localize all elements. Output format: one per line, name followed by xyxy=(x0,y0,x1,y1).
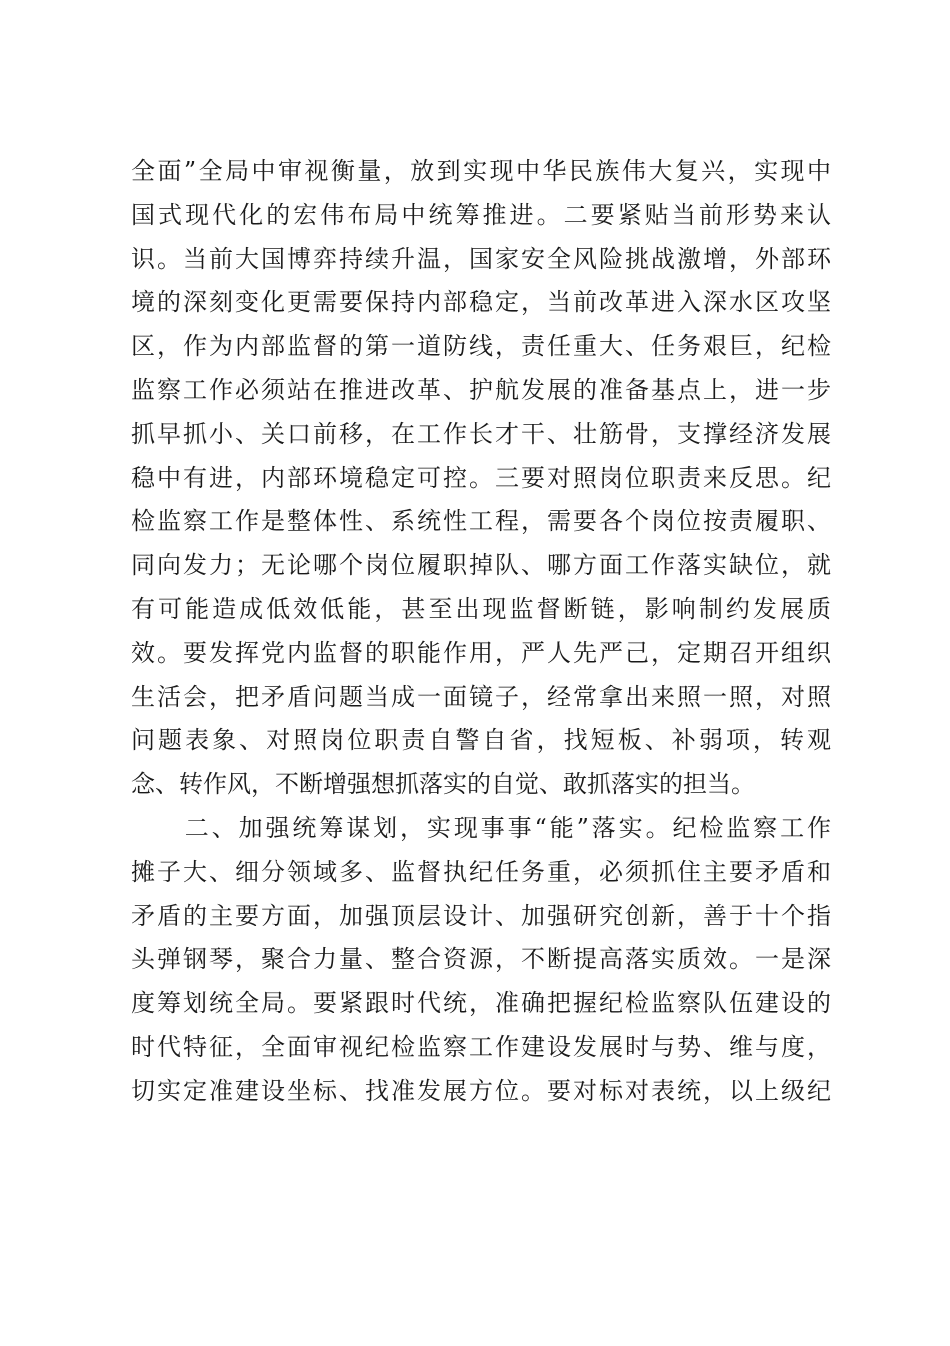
text-line-20: 度筹划统全局。要紧跟时代统，准确把握纪检监察队伍建设的 xyxy=(131,989,831,1018)
text-line-7: 抓早抓小、关口前移，在工作长才干、壮筋骨，支撑经济发展 xyxy=(131,419,831,448)
text-line-12: 效。要发挥党内监督的职能作用，严人先严己，定期召开组织 xyxy=(131,638,831,667)
text-line-4: 境的深刻变化更需要保持内部稳定，当前改革进入深水区攻坚 xyxy=(131,288,831,317)
text-line-15: 念、转作风，不断增强想抓落实的自觉、敢抓落实的担当。 xyxy=(131,770,755,799)
text-line-1: 全面”全局中审视衡量，放到实现中华民族伟大复兴，实现中 xyxy=(131,157,831,185)
text-line-2: 国式现代化的宏伟布局中统筹推进。二要紧贴当前形势来认 xyxy=(131,200,831,229)
body-text xyxy=(131,150,831,1114)
text-line-9: 检监察工作是整体性、系统性工程，需要各个岗位按责履职、 xyxy=(131,507,831,536)
text-line-14: 问题表象、对照岗位职责自警自省，找短板、补弱项，转观 xyxy=(131,726,831,755)
text-line-22: 切实定准建设坐标、找准发展方位。要对标对表统，以上级纪 xyxy=(131,1076,831,1105)
text-line-10: 同向发力；无论哪个岗位履职掉队、哪方面工作落实缺位，就 xyxy=(131,551,831,580)
text-line-8: 稳中有进，内部环境稳定可控。三要对照岗位职责来反思。纪 xyxy=(131,463,831,492)
text-line-21: 时代特征，全面审视纪检监察工作建设发展时与势、维与度， xyxy=(131,1032,831,1061)
text-line-5: 区，作为内部监督的第一道防线，责任重大、任务艰巨，纪检 xyxy=(131,332,831,361)
text-line-11: 有可能造成低效低能，甚至出现监督断链，影响制约发展质 xyxy=(131,594,831,623)
text-line-18: 矛盾的主要方面，加强顶层设计、加强研究创新，善于十个指 xyxy=(131,901,831,930)
text-line-6: 监察工作必须站在推进改革、护航发展的准备基点上，进一步 xyxy=(131,375,831,404)
text-line-16: 二、加强统筹谋划，实现事事“能”落实。纪检监察工作 xyxy=(131,813,831,842)
text-line-19: 头弹钢琴，聚合力量、整合资源，不断提高落实质效。一是深 xyxy=(131,945,831,974)
text-line-13: 生活会，把矛盾问题当成一面镜子，经常拿出来照一照，对照 xyxy=(131,682,831,711)
text-line-3: 识。当前大国博弈持续升温，国家安全风险挑战激增，外部环 xyxy=(131,244,831,273)
text-line-17: 摊子大、细分领域多、监督执纪任务重，必须抓住主要矛盾和 xyxy=(131,857,831,886)
